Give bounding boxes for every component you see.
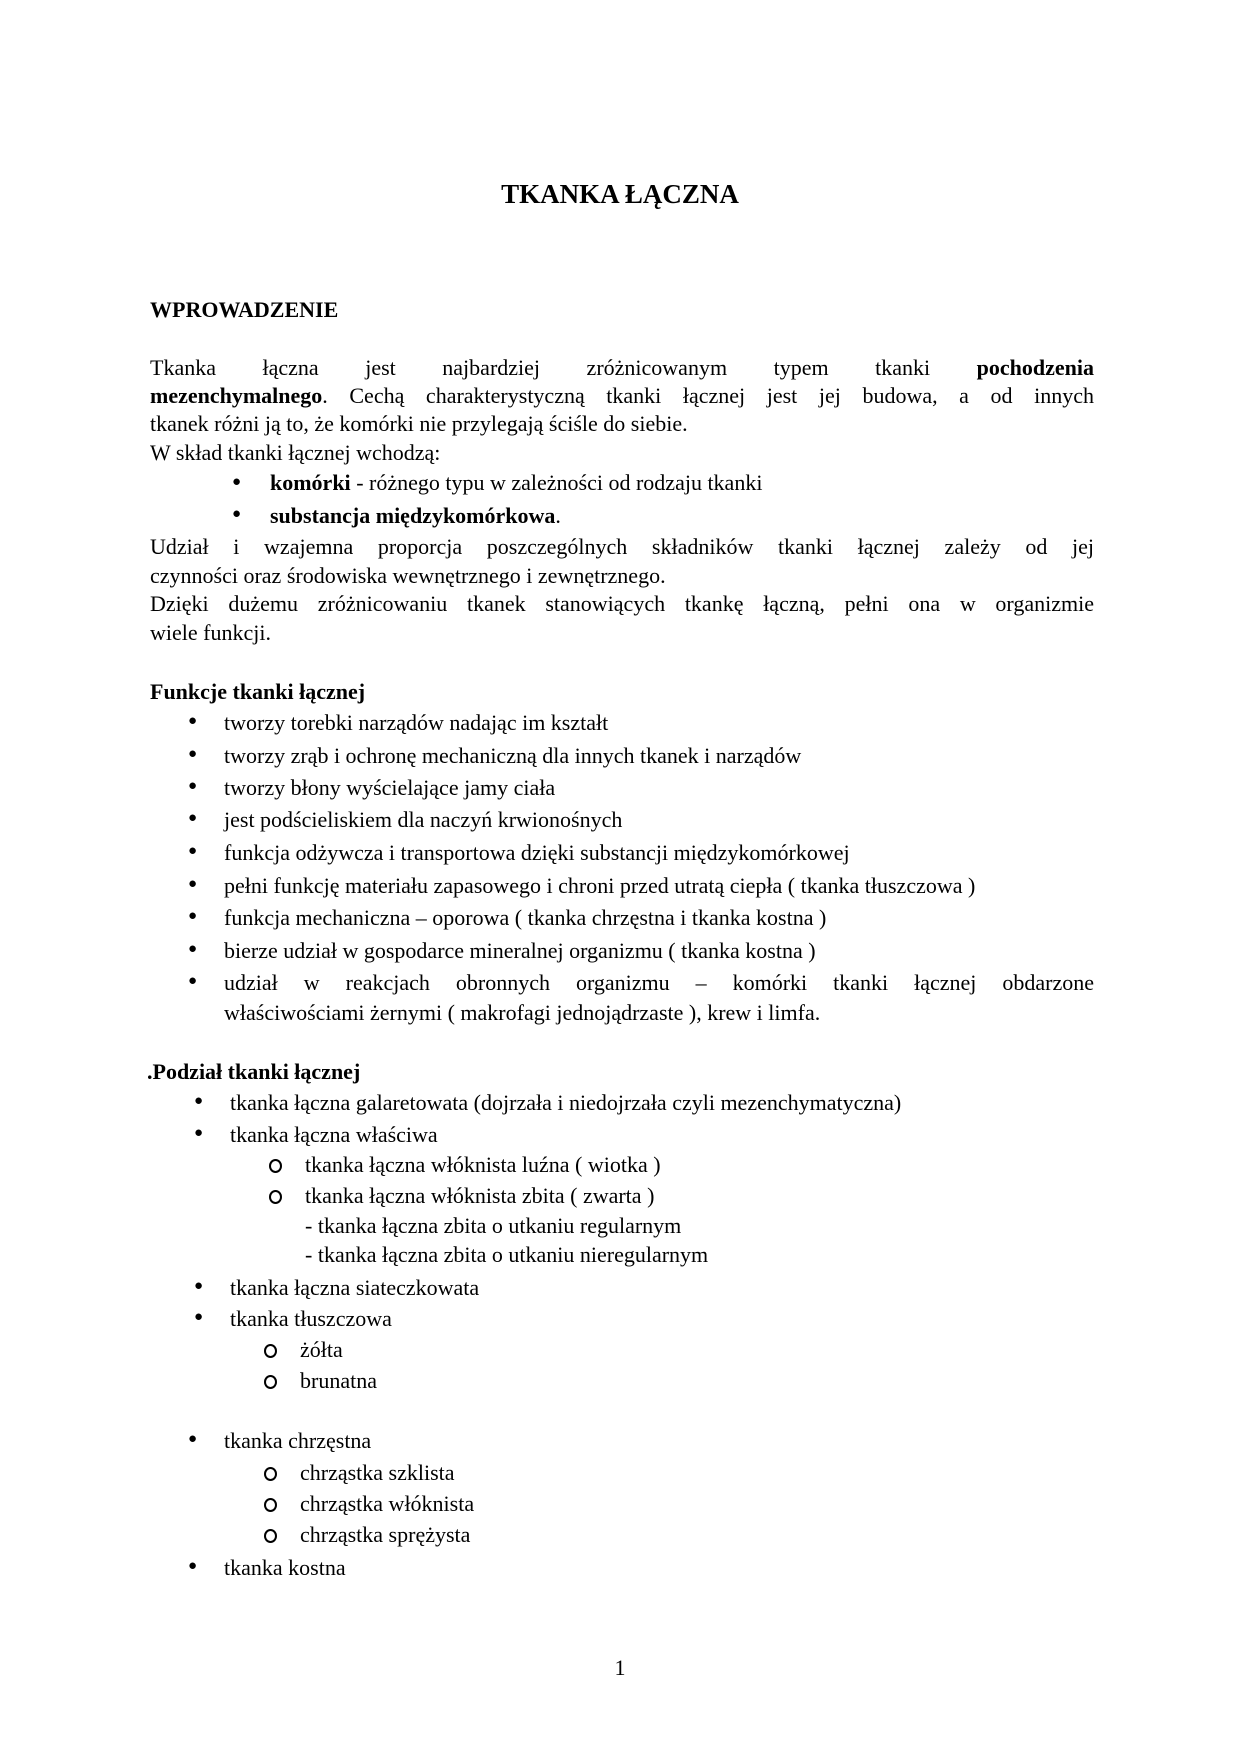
bullet-icon: ● [188,713,198,729]
page-title: TKANKA ŁĄCZNA [501,179,739,209]
division-subitem: brunatna [300,1368,377,1393]
intro-p1-line3: tkanek różni ją to, że komórki nie przylegają ściśle do siebie. [150,411,688,436]
division-subsubitem: - tkanka łączna zbita o utkaniu regularnym [305,1213,682,1238]
intro-heading: WPROWADZENIE [150,297,339,322]
intro-item-matrix: substancja międzykomórkowa. [270,503,561,528]
division-subitem: tkanka łączna włóknista luźna ( wiotka ) [305,1152,661,1177]
function-item-continued: właściwościami żernymi ( makrofagi jednojądrzaste ), krew i limfa. [224,1000,821,1025]
division-subitem: chrząstka sprężysta [300,1522,471,1547]
function-item: tworzy zrąb i ochronę mechaniczną dla innych tkanek i narządów [224,743,802,768]
bullet-icon: ● [188,1558,198,1574]
bullet-icon: ● [188,810,198,826]
division-item: tkanka łączna galaretowata (dojrzała i niedojrzała czyli mezenchymatyczna) [230,1090,902,1115]
division-item: tkanka łączna właściwa [230,1122,438,1147]
intro-p1-line2: mezenchymalnego. Cechą charakterystyczną tkanki łącznej jest jej budowa, a od innych [150,383,1094,408]
division-subitem: chrząstka szklista [300,1460,455,1485]
functions-heading: Funkcje tkanki łącznej [150,679,366,704]
bullet-icon: ● [188,746,198,762]
circle-bullet-icon [264,1498,277,1512]
circle-bullet-icon [264,1344,277,1358]
function-item: funkcja mechaniczna – oporowa ( tkanka chrzęstna i tkanka kostna ) [224,905,827,930]
intro-p4-line2: wiele funkcji. [150,620,271,645]
bullet-icon: ● [194,1093,204,1109]
bullet-icon: ● [232,474,242,490]
bullet-icon: ● [188,941,198,957]
circle-bullet-icon [269,1190,282,1204]
division-item: tkanka chrzęstna [224,1428,372,1453]
circle-bullet-icon [264,1375,277,1389]
intro-p2: W skład tkanki łącznej wchodzą: [150,440,441,465]
bullet-icon: ● [194,1125,204,1141]
intro-p4-line1: Dzięki dużemu zróżnicowaniu tkanek stanowiących tkankę łączną, pełni ona w organizmie [150,591,1094,616]
bullet-icon: ● [188,1431,198,1447]
division-subitem: chrząstka włóknista [300,1491,475,1516]
bullet-icon: ● [188,876,198,892]
page-number: 1 [614,1655,626,1680]
bullet-icon: ● [194,1278,204,1294]
division-subitem: żółta [300,1337,343,1362]
intro-p1-line1: Tkanka łączna jest najbardziej zróżnicowanym typem tkanki pochodzenia [150,355,1095,380]
bullet-icon: ● [188,973,198,989]
bullet-icon: ● [194,1309,204,1325]
intro-p3-line1: Udział i wzajemna proporcja poszczególnych składników tkanki łącznej zależy od jej [150,534,1094,559]
function-item: pełni funkcję materiału zapasowego i chroni przed utratą ciepła ( tkanka tłuszczowa ) [224,873,976,898]
circle-bullet-icon [264,1467,277,1481]
function-item: udział w reakcjach obronnych organizmu – komórki tkanki łącznej obdarzone [224,970,1094,995]
bullet-icon: ● [188,843,198,859]
division-heading: .Podział tkanki łącznej [147,1059,361,1084]
function-item: tworzy torebki narządów nadając im kształt [224,710,609,735]
division-item: tkanka tłuszczowa [230,1306,392,1331]
intro-item-cells: komórki - różnego typu w zależności od rodzaju tkanki [270,470,763,495]
circle-bullet-icon [264,1529,277,1543]
function-item: jest podścieliskiem dla naczyń krwionośnych [224,807,623,832]
division-item: tkanka kostna [224,1555,346,1580]
function-item: bierze udział w gospodarce mineralnej organizmu ( tkanka kostna ) [224,938,816,963]
division-item: tkanka łączna siateczkowata [230,1275,480,1300]
intro-p3-line2: czynności oraz środowiska wewnętrznego i zewnętrznego. [150,563,666,588]
circle-bullet-icon [269,1159,282,1173]
function-item: funkcja odżywcza i transportowa dzięki substancji międzykomórkowej [224,840,850,865]
bullet-icon: ● [232,506,242,522]
function-item: tworzy błony wyścielające jamy ciała [224,775,556,800]
division-subitem: tkanka łączna włóknista zbita ( zwarta ) [305,1183,655,1208]
bullet-icon: ● [188,778,198,794]
bullet-icon: ● [188,908,198,924]
division-subsubitem: - tkanka łączna zbita o utkaniu nieregularnym [305,1242,709,1267]
